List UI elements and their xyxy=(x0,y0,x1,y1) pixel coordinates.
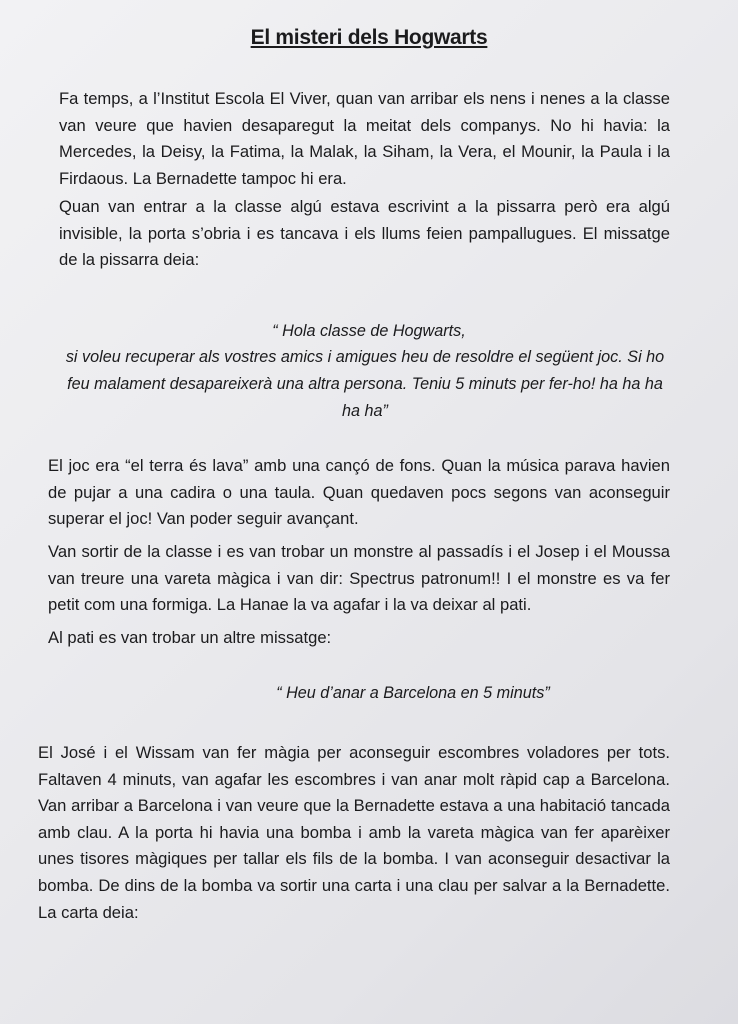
paragraph-schoolyard: Al pati es van trobar un altre missatge: xyxy=(48,628,332,647)
blackboard-message-body: si voleu recuperar als vostres amics i amigues heu de resoldre el següent joc. Si ho feu malament desapareixerà una altra persona. Teniu 5 minuts per fer-ho! ha ha ha ha ha” xyxy=(65,348,665,420)
paragraph-floor-is-lava: El joc era “el terra és lava” amb una cançó de fons. Quan la música parava havien de pujar a una cadira o una taula. Quan quedaven pocs segons van aconseguir superar el joc! Van poder seguir avançant. xyxy=(48,456,670,529)
document-title: El misteri dels Hogwarts xyxy=(250,26,488,49)
paragraph-barcelona-bomb: El José i el Wissam van fer màgia per aconseguir escombres voladores per tots. Faltaven 4 minuts, van agafar les escombres i van anar molt ràpid cap a Barcelona. Van arribar a Barcelona i van veure que la Bernadette estava a una habitació tancada amb clau. A la porta hi havia una bomba i amb la vareta màgica van fer aparèixer unes tisores màgiques per tallar els fils de la bomba. I van aconseguir desactivar la bomba. De dins de la bomba va sortir una carta i una clau per salvar a la Bernadette. La carta deia: xyxy=(38,743,670,922)
paragraph-monster: Van sortir de la classe i es van trobar un monstre al passadís i el Josep i el Moussa van treure una vareta màgica i van dir: Spectrus patronum!! I el monstre es va fer petit com una formiga. La Hanae la va agafar i la va deixar al pati. xyxy=(48,542,670,615)
schoolyard-message: “ Heu d’anar a Barcelona en 5 minuts” xyxy=(276,684,550,702)
paragraph-missing-classmates: Fa temps, a l’Institut Escola El Viver, quan van arribar els nens i nenes a la classe van veure que havien desaparegut la meitat dels companys. No hi havia: la Mercedes, la Deisy, la Fatima, la Malak, la Siham, la Vera, el Mounir, la Paula i la Firdaous. La Bernadette tampoc hi era. xyxy=(59,89,670,188)
paragraph-invisible-writer: Quan van entrar a la classe algú estava escrivint a la pissarra però era algú invisible, la porta s’obria i es tancava i els llums feien pampallugues. El missatge de la pissarra deia: xyxy=(59,197,670,270)
blackboard-message-greeting: “ Hola classe de Hogwarts, xyxy=(272,322,466,340)
